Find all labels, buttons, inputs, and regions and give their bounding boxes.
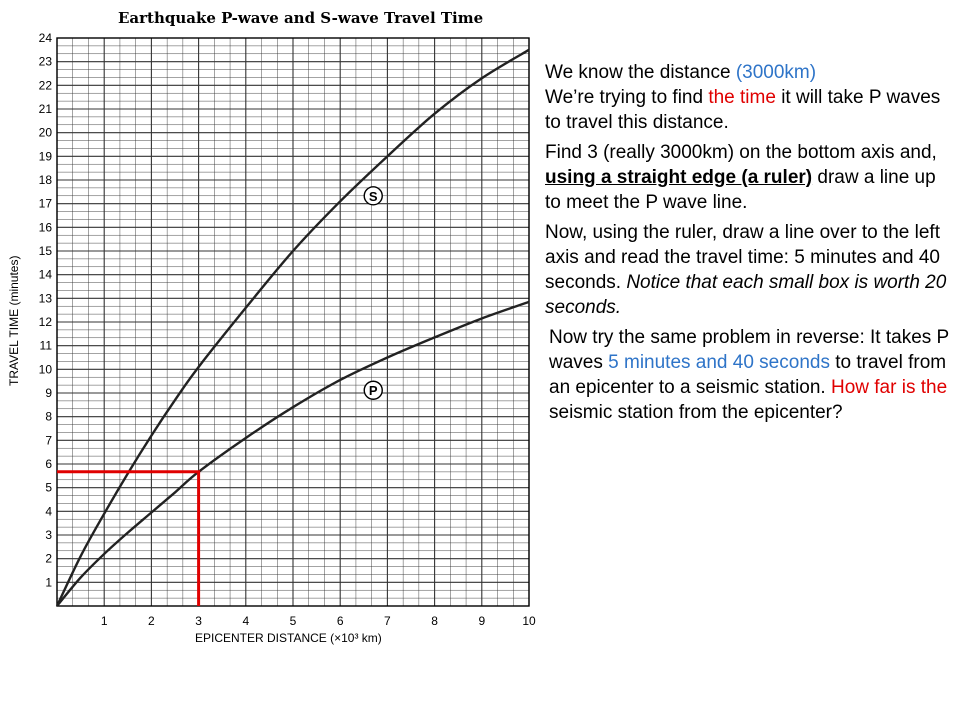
y-tick-label: 8 [45, 409, 52, 424]
y-tick-label: 21 [38, 102, 52, 116]
y-tick-label: 20 [38, 125, 52, 140]
note-1-time: the time [708, 87, 776, 108]
y-tick-label: 15 [38, 244, 52, 258]
y-tick-label: 6 [45, 457, 52, 471]
note-2-text: Find 3 (really 3000km) on the bottom axis and, [545, 142, 937, 163]
note-paragraph-1 [545, 60, 950, 135]
y-tick-label: 4 [45, 504, 52, 519]
x-tick-label: 6 [336, 614, 344, 628]
note-1-text-3: it will take P waves to travel this distance. [545, 87, 941, 133]
series-p-label: P [368, 383, 378, 399]
note-1-text-2: We’re trying to find [545, 87, 709, 108]
y-tick-label: 2 [45, 551, 52, 566]
y-tick-label: 10 [38, 362, 52, 377]
x-tick-label: 7 [384, 614, 391, 628]
y-tick-label: 9 [45, 386, 52, 400]
note-2-text-2: draw a line up to meet the P wave line. [545, 167, 936, 213]
y-tick-label: 13 [38, 291, 52, 306]
note-4-time: 5 minutes and 40 seconds [608, 352, 830, 373]
note-1-distance: (3000km) [735, 62, 817, 83]
x-tick-label: 9 [478, 614, 486, 628]
x-tick-label: 5 [289, 614, 297, 628]
x-tick-label: 2 [148, 614, 155, 628]
y-tick-label: 22 [38, 78, 52, 93]
y-tick-label: 5 [45, 480, 52, 495]
note-4-text: Now try the same problem in reverse: It takes P waves [549, 327, 949, 373]
x-tick-label: 3 [195, 614, 202, 628]
y-tick-label: 11 [39, 338, 52, 353]
x-tick-label: 1 [100, 614, 108, 628]
y-tick-label: 19 [38, 149, 52, 164]
note-4-text-2: to travel from an epicenter to a seismic station. [549, 352, 947, 398]
y-tick-label: 3 [45, 528, 52, 542]
y-tick-label: 7 [45, 433, 52, 448]
y-axis-ticks [39, 31, 53, 589]
x-axis-label: EPICENTER DISTANCE (×10³ km) [195, 631, 382, 645]
note-1-text: We know the distance [545, 62, 736, 83]
y-tick-label: 1 [45, 575, 52, 590]
note-3-italic: Notice that each small box is worth 20 seconds. [545, 272, 947, 318]
note-2-emphasis: using a straight edge (a ruler) [545, 167, 813, 188]
note-3-text: Now, using the ruler, draw a line over to the left axis and read the travel time: 5 minutes and 40 seconds. [545, 222, 941, 293]
y-tick-label: 23 [38, 54, 52, 69]
series-s-label: S [368, 188, 378, 204]
y-tick-label: 12 [38, 315, 52, 329]
x-tick-label: 4 [242, 614, 250, 628]
y-axis-label: TRAVEL TIME (minutes) [7, 255, 21, 386]
y-tick-label: 18 [38, 173, 52, 187]
chart-title: Earthquake P-wave and S-wave Travel Time [118, 9, 484, 27]
y-tick-label: 16 [38, 220, 52, 235]
y-tick-label: 17 [38, 196, 52, 211]
x-tick-label: 8 [431, 614, 438, 628]
note-4-text-3: seismic station from the epicenter? [549, 402, 843, 423]
note-paragraph-2 [545, 140, 950, 215]
x-axis-ticks [101, 614, 536, 628]
note-4-question: How far is the [830, 377, 948, 398]
x-tick-label: 10 [522, 614, 536, 628]
instruction-text [545, 60, 950, 430]
y-tick-label: 14 [38, 267, 52, 282]
chart-grid [57, 38, 529, 606]
y-tick-label: 24 [38, 31, 52, 45]
note-paragraph-3 [545, 220, 950, 320]
note-paragraph-4 [549, 325, 950, 425]
